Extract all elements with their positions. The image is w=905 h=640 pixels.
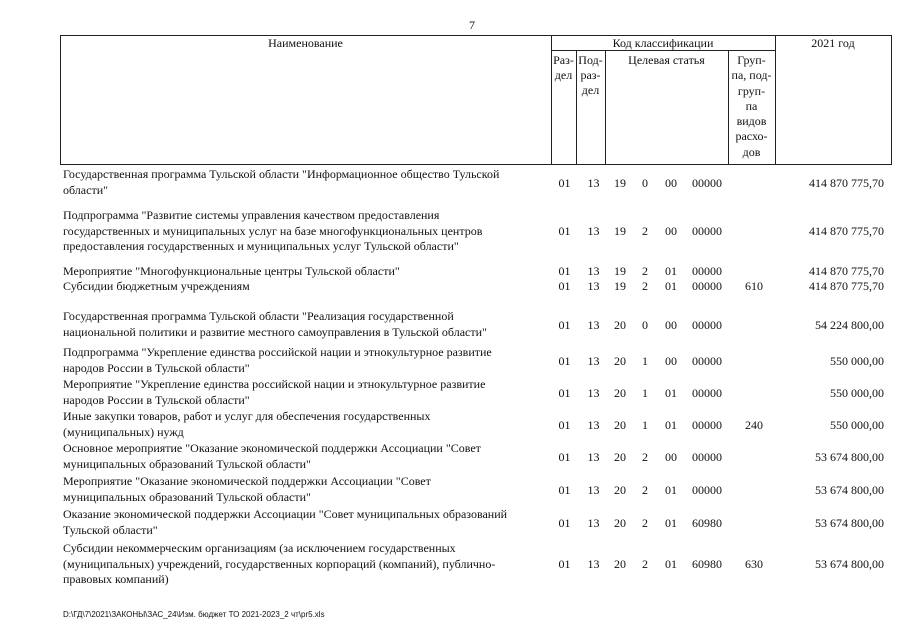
row-code-r: 01 xyxy=(558,515,571,530)
row-code-t2: 2 xyxy=(642,264,648,278)
row-code-p: 13 xyxy=(587,385,600,400)
row-name: Основное мероприятие "Оказание экономической поддержки Ассоциации "Совет муниципальных образований Тульской области" xyxy=(63,441,481,471)
row-code-t3: 01 xyxy=(665,264,677,278)
row-amount: 53 674 800,00 xyxy=(815,449,884,464)
header-name: Наименование xyxy=(268,36,343,50)
row-code-t4: 00000 xyxy=(692,449,722,464)
row-amount: 414 870 775,70 xyxy=(809,223,884,238)
row-code-r: 01 xyxy=(558,353,571,368)
row-code-g: 630 xyxy=(745,556,763,571)
row-code-t4: 00000 xyxy=(692,385,722,400)
row-code-t3: 00 xyxy=(665,353,677,368)
row-amount: 53 674 800,00 xyxy=(815,515,884,530)
row-name: Оказание экономической поддержки Ассоциации "Совет муниципальных образований Тульской области" xyxy=(63,507,508,537)
row-code-t3: 00 xyxy=(665,223,677,238)
row-code-r: 01 xyxy=(558,317,571,332)
row-code-t4: 00000 xyxy=(692,279,722,293)
header-razdel: Раз- дел xyxy=(553,53,574,82)
table-row xyxy=(0,264,905,280)
row-code-t2: 1 xyxy=(642,417,648,432)
row-code-t4: 00000 xyxy=(692,175,722,190)
row-code-t1: 19 xyxy=(614,175,626,190)
row-code-t1: 20 xyxy=(614,556,626,571)
row-code-r: 01 xyxy=(558,482,571,497)
table-row xyxy=(0,345,905,376)
row-code-p: 13 xyxy=(587,264,600,278)
row-name: Подпрограмма "Развитие системы управления качеством предоставления государственных и муниципальных услуг на базе многофункциональных центров предоставления государственных и муниципальных услуг Тульской области" xyxy=(63,208,483,253)
row-code-p: 13 xyxy=(587,515,600,530)
row-name: Государственная программа Тульской области "Реализация государственной национальной политики и развитие местного самоуправления в Тульской области" xyxy=(63,309,487,339)
row-name: Мероприятие "Многофункциональные центры Тульской области" xyxy=(63,264,400,278)
row-code-p: 13 xyxy=(587,223,600,238)
row-code-t2: 2 xyxy=(642,223,648,238)
table-row xyxy=(0,279,905,295)
table-row xyxy=(0,507,905,538)
row-amount: 550 000,00 xyxy=(830,417,884,432)
row-amount: 550 000,00 xyxy=(830,353,884,368)
row-code-t3: 01 xyxy=(665,417,677,432)
header-target: Целевая статья xyxy=(628,53,705,67)
row-code-r: 01 xyxy=(558,175,571,190)
row-name: Мероприятие "Укрепление единства российской нации и этнокультурное развитие народов России в Тульской области" xyxy=(63,377,486,407)
header-divider xyxy=(775,35,776,165)
row-code-t1: 19 xyxy=(614,223,626,238)
row-code-t3: 01 xyxy=(665,556,677,571)
row-amount: 550 000,00 xyxy=(830,385,884,400)
row-amount: 414 870 775,70 xyxy=(809,264,884,278)
row-code-t3: 01 xyxy=(665,482,677,497)
row-code-t4: 00000 xyxy=(692,353,722,368)
row-name: Субсидии некоммерческим организациям (за исключением государственных (муниципальных) учреждений, государственных корпораций (компаний), публично- правовых компаний) xyxy=(63,541,496,586)
row-code-t1: 20 xyxy=(614,449,626,464)
row-code-t4: 60980 xyxy=(692,515,722,530)
row-name: Иные закупки товаров, работ и услуг для обеспечения государственных (муниципальных) нужд xyxy=(63,409,431,439)
row-code-t2: 1 xyxy=(642,353,648,368)
row-code-p: 13 xyxy=(587,279,600,293)
row-code-r: 01 xyxy=(558,223,571,238)
row-amount: 53 674 800,00 xyxy=(815,482,884,497)
row-code-r: 01 xyxy=(558,417,571,432)
row-code-g: 240 xyxy=(745,417,763,432)
row-code-t4: 00000 xyxy=(692,317,722,332)
row-amount: 414 870 775,70 xyxy=(809,279,884,293)
page-number: 7 xyxy=(469,18,475,32)
row-code-t2: 2 xyxy=(642,515,648,530)
row-code-t2: 2 xyxy=(642,556,648,571)
row-name: Мероприятие "Оказание экономической поддержки Ассоциации "Совет муниципальных образований Тульской области" xyxy=(63,474,431,504)
file-path-footer: D:\ГД\7\2021\ЗАКОНЫ\ЗАС_24\Изм. бюджет ТО 2021-2023_2 чт\pr5.xls xyxy=(63,610,325,619)
row-code-t4: 60980 xyxy=(692,556,722,571)
row-code-t4: 00000 xyxy=(692,223,722,238)
table-row xyxy=(0,377,905,408)
row-code-t2: 2 xyxy=(642,279,648,293)
row-code-t1: 20 xyxy=(614,482,626,497)
row-code-t4: 00000 xyxy=(692,417,722,432)
header-podrazdel: Под- раз- дел xyxy=(578,53,603,97)
row-code-p: 13 xyxy=(587,449,600,464)
row-code-t1: 20 xyxy=(614,385,626,400)
row-code-t3: 00 xyxy=(665,317,677,332)
row-code-p: 13 xyxy=(587,556,600,571)
row-code-t2: 0 xyxy=(642,175,648,190)
row-code-p: 13 xyxy=(587,175,600,190)
row-code-p: 13 xyxy=(587,482,600,497)
row-name: Государственная программа Тульской области "Информационное общество Тульской области" xyxy=(63,167,500,197)
header-classification: Код классификации xyxy=(612,36,714,50)
header-group: Груп- па, под- груп- па видов расхо- дов xyxy=(731,53,772,159)
row-code-t1: 20 xyxy=(614,317,626,332)
row-amount: 53 674 800,00 xyxy=(815,556,884,571)
row-code-t1: 20 xyxy=(614,417,626,432)
row-code-t2: 0 xyxy=(642,317,648,332)
table-row xyxy=(0,441,905,472)
row-code-t3: 00 xyxy=(665,175,677,190)
row-code-t4: 00000 xyxy=(692,264,722,278)
table-row xyxy=(0,409,905,440)
row-code-t1: 19 xyxy=(614,264,626,278)
table-row xyxy=(0,208,905,255)
table-row xyxy=(0,167,905,198)
row-code-t2: 1 xyxy=(642,385,648,400)
table-header xyxy=(60,35,892,165)
row-name: Субсидии бюджетным учреждениям xyxy=(63,279,250,293)
table-row xyxy=(0,309,905,340)
row-code-t4: 00000 xyxy=(692,482,722,497)
row-code-t1: 19 xyxy=(614,279,626,293)
row-code-t1: 20 xyxy=(614,353,626,368)
row-code-t3: 01 xyxy=(665,279,677,293)
row-code-r: 01 xyxy=(558,385,571,400)
row-code-t3: 00 xyxy=(665,449,677,464)
row-code-p: 13 xyxy=(587,417,600,432)
row-code-r: 01 xyxy=(558,556,571,571)
table-row xyxy=(0,474,905,505)
row-code-t3: 01 xyxy=(665,515,677,530)
row-code-r: 01 xyxy=(558,449,571,464)
row-name: Подпрограмма "Укрепление единства российской нации и этнокультурное развитие народов России в Тульской области" xyxy=(63,345,492,375)
row-code-g: 610 xyxy=(745,279,763,293)
row-amount: 414 870 775,70 xyxy=(809,175,884,190)
row-amount: 54 224 800,00 xyxy=(815,317,884,332)
row-code-r: 01 xyxy=(558,279,571,293)
table-row xyxy=(0,541,905,588)
row-code-t3: 01 xyxy=(665,385,677,400)
row-code-t1: 20 xyxy=(614,515,626,530)
row-code-t2: 2 xyxy=(642,449,648,464)
row-code-p: 13 xyxy=(587,353,600,368)
row-code-r: 01 xyxy=(558,264,571,278)
row-code-p: 13 xyxy=(587,317,600,332)
header-year: 2021 год xyxy=(811,36,855,50)
row-code-t2: 2 xyxy=(642,482,648,497)
